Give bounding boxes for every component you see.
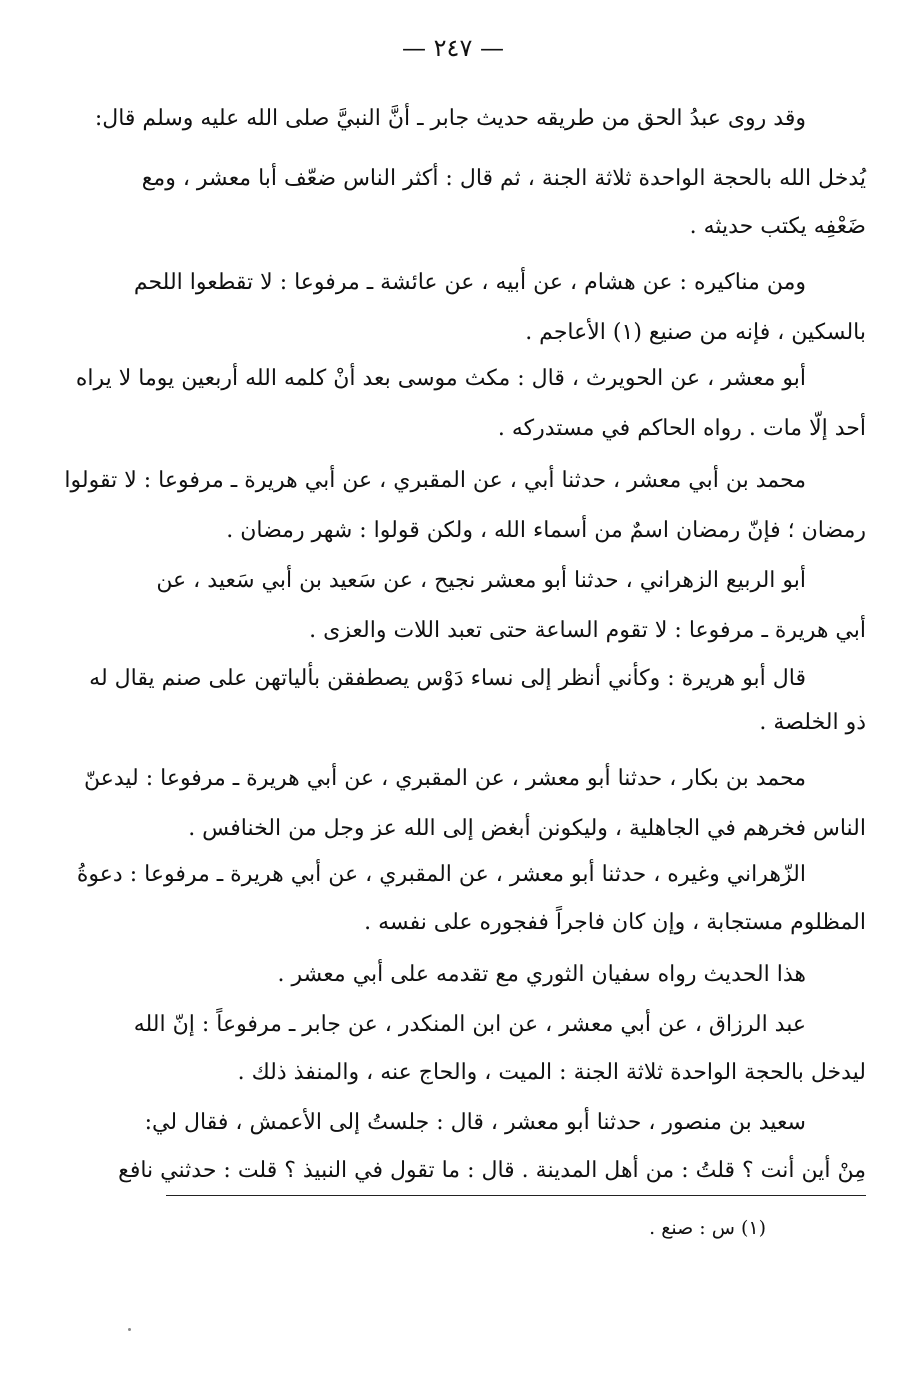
text-line-12: قال أبو هريرة : وكأني أنظر إلى نساء دَوْس يصطفقن بألياتهن على صنم يقال له <box>89 666 806 691</box>
text-line-10: أبو الربيع الزهراني ، حدثنا أبو معشر نجيح ، عن سَعيد بن أبي سَعيد ، عن <box>156 568 806 593</box>
text-line-7: أحد إلّا مات . رواه الحاكم في مستدركه . <box>497 416 866 441</box>
text-line-1: وقد روى عبدُ الحق من طريقه حديث جابر ـ أنَّ النبيَّ صلى الله عليه وسلم قال: <box>94 106 806 131</box>
text-line-6: أبو معشر ، عن الحويرث ، قال : مكث موسى بعد أنْ كلمه الله أربعين يوما لا يراه <box>75 366 806 391</box>
text-line-13: ذو الخلصة . <box>759 710 866 735</box>
text-line-9: رمضان ؛ فإنّ رمضان اسمٌ من أسماء الله ، ولكن قولوا : شهر رمضان . <box>226 518 866 543</box>
text-line-16: الزّهراني وغيره ، حدثنا أبو معشر ، عن المقبري ، عن أبي هريرة ـ مرفوعا : دعوةُ <box>76 862 806 887</box>
text-line-4: ومن مناكيره : عن هشام ، عن أبيه ، عن عائشة ـ مرفوعا : لا تقطعوا اللحم <box>133 270 806 295</box>
text-line-20: ليدخل بالحجة الواحدة ثلاثة الجنة : الميت ، والحاج عنه ، والمنفذ ذلك . <box>237 1060 866 1085</box>
text-line-22: مِنْ أين أنت ؟ قلتُ : من أهل المدينة . قال : ما تقول في النبيذ ؟ قلت : حدثني نافع <box>118 1158 866 1183</box>
text-line-2: يُدخل الله بالحجة الواحدة ثلاثة الجنة ، ثم قال : أكثر الناس ضعّف أبا معشر ، ومع <box>141 166 866 191</box>
text-line-8: محمد بن أبي معشر ، حدثنا أبي ، عن المقبري ، عن أبي هريرة ـ مرفوعا : لا تقولوا <box>64 468 806 493</box>
text-line-3: ضَعْفِه يكتب حديثه . <box>689 214 866 239</box>
text-line-19: عبد الرزاق ، عن أبي معشر ، عن ابن المنكدر ، عن جابر ـ مرفوعاً : إنّ الله <box>133 1012 806 1037</box>
footnote-divider <box>166 1195 866 1196</box>
scan-speck <box>128 1328 131 1331</box>
text-line-5: بالسكين ، فإنه من صنيع (١) الأعاجم . <box>525 320 866 345</box>
text-line-17: المظلوم مستجابة ، وإن كان فاجراً ففجوره على نفسه . <box>364 910 866 935</box>
page-number: — ٢٤٧ — <box>402 34 504 62</box>
text-line-14: محمد بن بكار ، حدثنا أبو معشر ، عن المقبري ، عن أبي هريرة ـ مرفوعا : ليدعنّ <box>83 766 806 791</box>
text-line-15: الناس فخرهم في الجاهلية ، وليكونن أبغض إلى الله عز وجل من الخنافس . <box>188 816 866 841</box>
text-line-11: أبي هريرة ـ مرفوعا : لا تقوم الساعة حتى تعبد اللات والعزى . <box>309 618 866 643</box>
footnote: (١) س : صنع . <box>649 1217 766 1239</box>
text-line-21: سعيد بن منصور ، حدثنا أبو معشر ، قال : جلستُ إلى الأعمش ، فقال لي: <box>144 1110 806 1135</box>
text-line-18: هذا الحديث رواه سفيان الثوري مع تقدمه على أبي معشر . <box>277 962 806 987</box>
